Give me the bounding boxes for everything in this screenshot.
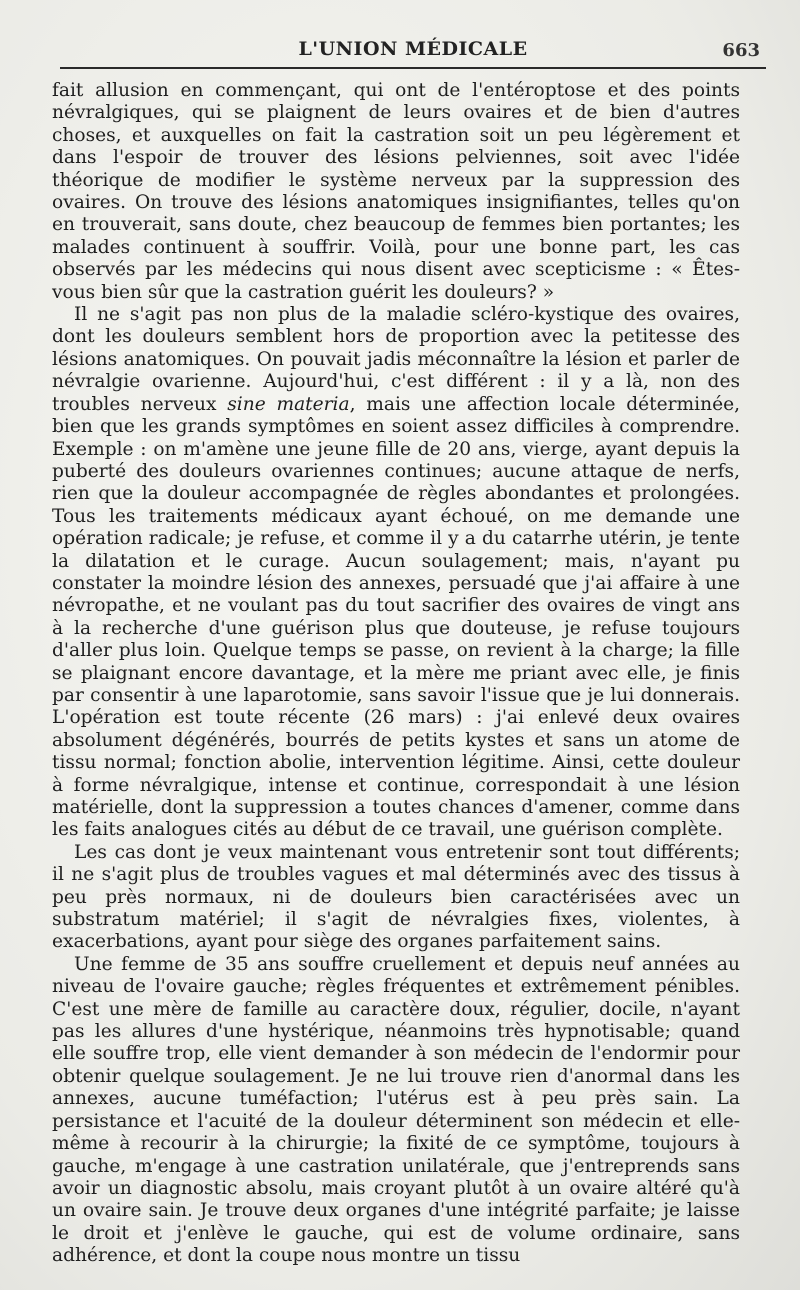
paragraph-2	[52, 304, 740, 842]
page-number: 663	[722, 40, 760, 61]
running-title: L'UNION MÉDICALE	[298, 38, 528, 60]
paragraph-1	[52, 80, 740, 304]
paragraph-4-text: Une femme de 35 ans souffre cruellement et depuis neuf années au niveau de l'ovaire gauche; règles fréquentes et extrêmement pénibles. C'est une mère de famille au caractère doux, régulier, docile, n'ayant pas les allures d'une hystérique, néanmoins très hypnotisable; quand elle souffre trop, elle vient demander à son médecin de l'endormir pour obtenir quelque soulagement. Je ne lui trouve rien d'anormal dans les annexes, aucune tuméfaction; l'utérus est à peu près sain. La persistance et l'acuité de la douleur déterminent son médecin et elle-même à recourir à la chirurgie; la fixité de ce symptôme, toujours à gauche, m'engage à une castration unilatérale, que j'entreprends sans avoir un diagnostic absolu, mais croyant plutôt à un ovaire altéré qu'à un ovaire sain. Je trouve deux organes d'une intégrité parfaite; je laisse le droit et j'enlève le gauche, qui est de volume ordinaire, sans adhérence, et dont la coupe nous montre un tissu	[52, 953, 740, 1267]
header-rule	[60, 67, 766, 69]
paragraph-2-italic-phrase: sine materia	[227, 393, 350, 415]
paragraph-4	[52, 954, 740, 1268]
paragraph-3	[52, 842, 740, 954]
paragraph-3-text: Les cas dont je veux maintenant vous entretenir sont tout différents; il ne s'agit plus de troubles vagues et mal déterminés avec des tissus à peu près normaux, ni de douleurs bien caractérisées avec un substratum matériel; il s'agit de névralgies fixes, violentes, à exacerbations, ayant pour siège des organes parfaitement sains.	[52, 841, 740, 953]
body-text	[52, 80, 740, 1268]
paragraph-1-text: fait allusion en commençant, qui ont de l'entéroptose et des points névralgiques, qui se plaignent de leurs ovaires et de bien d'autres choses, et auxquelles on fait la castration soit un peu légèrement et dans l'espoir de trouver des lésions pelviennes, soit avec l'idée théorique de modifier le système nerveux par la suppression des ovaires. On trouve des lésions anatomiques insignifiantes, telles qu'on en trouverait, sans doute, chez beaucoup de femmes bien portantes; les malades continuent à souffrir. Voilà, pour une bonne part, les cas observés par les médecins qui nous disent avec scepticisme : « Êtes-vous bien sûr que la castration guérit les douleurs? »	[52, 80, 740, 303]
paragraph-2-text-continued: , mais une affection locale déterminée, bien que les grands symptômes en soient assez difficiles à comprendre. Exemple : on m'amène une jeune fille de 20 ans, vierge, ayant depuis la puberté des douleurs ovariennes continues; aucune attaque de nerfs, rien que la douleur accompagnée de règles abondantes et prolongées. Tous les traitements médicaux ayant échoué, on me demande une opération radicale; je refuse, et comme il y a du catarrhe utérin, je tente la dilatation et le curage. Aucun soulagement; mais, n'ayant pu constater la moindre lésion des annexes, persuadé que j'ai affaire à une névropathe, et ne voulant pas du tout sacrifier des ovaires de vingt ans à la recherche d'une guérison plus que douteuse, je refuse toujours d'aller plus loin. Quelque temps se passe, on revient à la charge; la fille se plaignant encore davantage, et la mère me priant avec elle, je finis par consentir à une laparotomie, sans savoir l'issue que je lui donnerais. L'opération est toute récente (26 mars) : j'ai enlevé deux ovaires absolument dégénérés, bourrés de petits kystes et sans un atome de tissu normal; fonction abolie, intervention légitime. Ainsi, cette douleur à forme névralgique, intense et continue, correspondait à une lésion matérielle, dont la suppression a toutes chances d'amener, comme dans les faits analogues cités au début de ce travail, une guérison complète.	[52, 393, 740, 841]
page-header	[60, 34, 766, 62]
paragraph-2-text: Il ne s'agit pas non plus de la maladie scléro-kystique des ovaires, dont les douleurs semblent hors de proportion avec la petitesse des lésions anatomiques. On pouvait jadis méconnaître la lésion et parler de névralgie ovarienne. Aujourd'hui, c'est différent : il y a là, non des troubles nerveux	[52, 304, 740, 415]
